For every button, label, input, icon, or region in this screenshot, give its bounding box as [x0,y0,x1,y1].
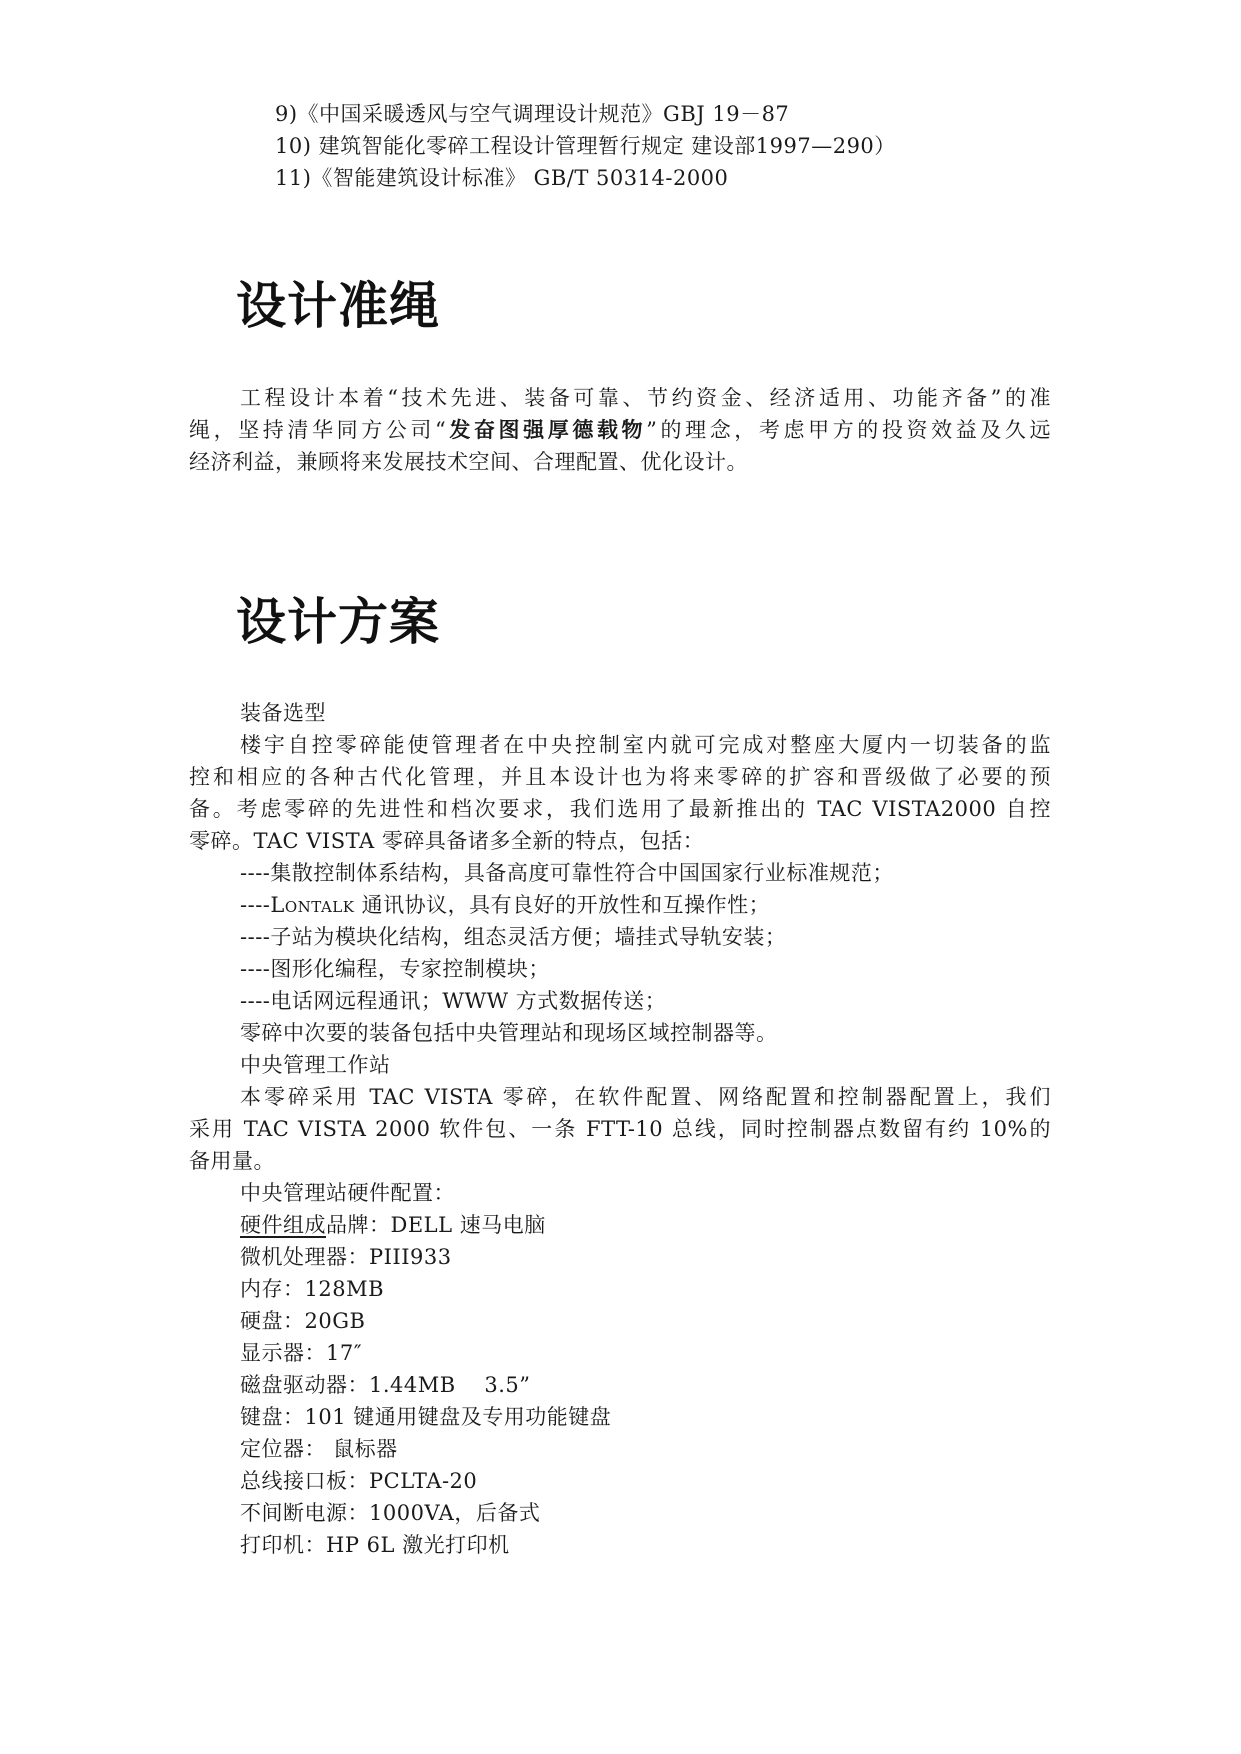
paragraph-line: 采用 TAC VISTA 2000 软件包、一条 FTT-10 总线，同时控制器点数留有约 10%的 [189,1117,1051,1141]
hardware-item: 磁盘驱动器：1.44MB 3.5” [240,1373,531,1397]
hardware-item: 内存：128MB [240,1277,385,1301]
company-motto: 发奋图强厚德载物 [446,418,647,442]
feature-item [240,889,770,921]
paragraph-line: 经济利益，兼顾将来发展技术空间、合理配置、优化设计。 [189,450,748,474]
paragraph-line: 备用量。 [189,1149,275,1173]
paragraph-line: 本零碎采用 TAC VISTA 零碎，在软件配置、网络配置和控制器配置上，我们 [240,1085,1051,1109]
hardware-item: 显示器：17″ [240,1341,363,1365]
hardware-item: 键盘：101 键通用键盘及专用功能键盘 [240,1405,612,1429]
hardware-item: 打印机：HP 6L 激光打印机 [240,1533,510,1557]
paragraph-line: 零碎。TAC VISTA 零碎具备诸多全新的特点，包括： [189,829,705,853]
feature-item: ----集散控制体系结构，具备高度可靠性符合中国国家行业标准规范； [240,861,894,885]
section-heading: 设计准绳 [236,277,440,335]
section-heading: 设计方案 [236,593,440,651]
hardware-item: 微机处理器：PIII933 [240,1245,452,1269]
paragraph-line: 楼宇自控零碎能使管理者在中央控制室内就可完成对整座大厦内一切装备的监 [240,733,1051,757]
feature-item: ----电话网远程通讯；WWW 方式数据传送； [240,989,667,1013]
subsection-title: 装备选型 [240,701,326,725]
hardware-item: 不间断电源：1000VA，后备式 [240,1501,541,1525]
reference-item: 10) 建筑智能化零碎工程设计管理暂行规定 建设部1997—290） [275,134,896,158]
paragraph-line: 零碎中次要的装备包括中央管理站和现场区域控制器等。 [240,1021,778,1045]
hardware-item: 总线接口板：PCLTA-20 [240,1469,478,1493]
paragraph-line: 控和相应的各种古代化管理，并且本设计也为将来零碎的扩容和晋级做了必要的预 [189,765,1051,789]
subsection-title: 中央管理站硬件配置： [240,1181,455,1205]
protocol-name: Lontalk [270,893,355,917]
hardware-label: 硬件组成 [240,1213,326,1237]
paragraph-line: 工程设计本着“技术先进、装备可靠、节约资金、经济适用、功能齐备”的准 [240,386,1051,410]
paragraph-text: 绳，坚持清华同方公司“ [189,418,447,442]
hardware-item: 硬盘：20GB [240,1309,366,1333]
reference-item: 11)《智能建筑设计标准》 GB/T 50314-2000 [275,166,729,190]
feature-item: ----图形化编程，专家控制模块； [240,957,550,981]
paragraph-line [189,414,1051,446]
feature-item: ----子站为模块化结构，组态灵活方便；墙挂式导轨安装； [240,925,787,949]
subsection-title: 中央管理工作站 [240,1053,391,1077]
hardware-value: 品牌：DELL 速马电脑 [326,1213,546,1237]
hardware-item [240,1209,546,1241]
paragraph-text: ”的理念，考虑甲方的投资效益及久远 [646,418,1051,442]
reference-item: 9)《中国采暖透风与空气调理设计规范》GBJ 19－87 [275,102,790,126]
feature-text: 通讯协议，具有良好的开放性和互操作性； [354,893,771,917]
hardware-item: 定位器： 鼠标器 [240,1437,398,1461]
paragraph-line: 备。考虑零碎的先进性和档次要求，我们选用了最新推出的 TAC VISTA2000 自控 [189,797,1051,821]
feature-dashes: ---- [240,893,271,917]
